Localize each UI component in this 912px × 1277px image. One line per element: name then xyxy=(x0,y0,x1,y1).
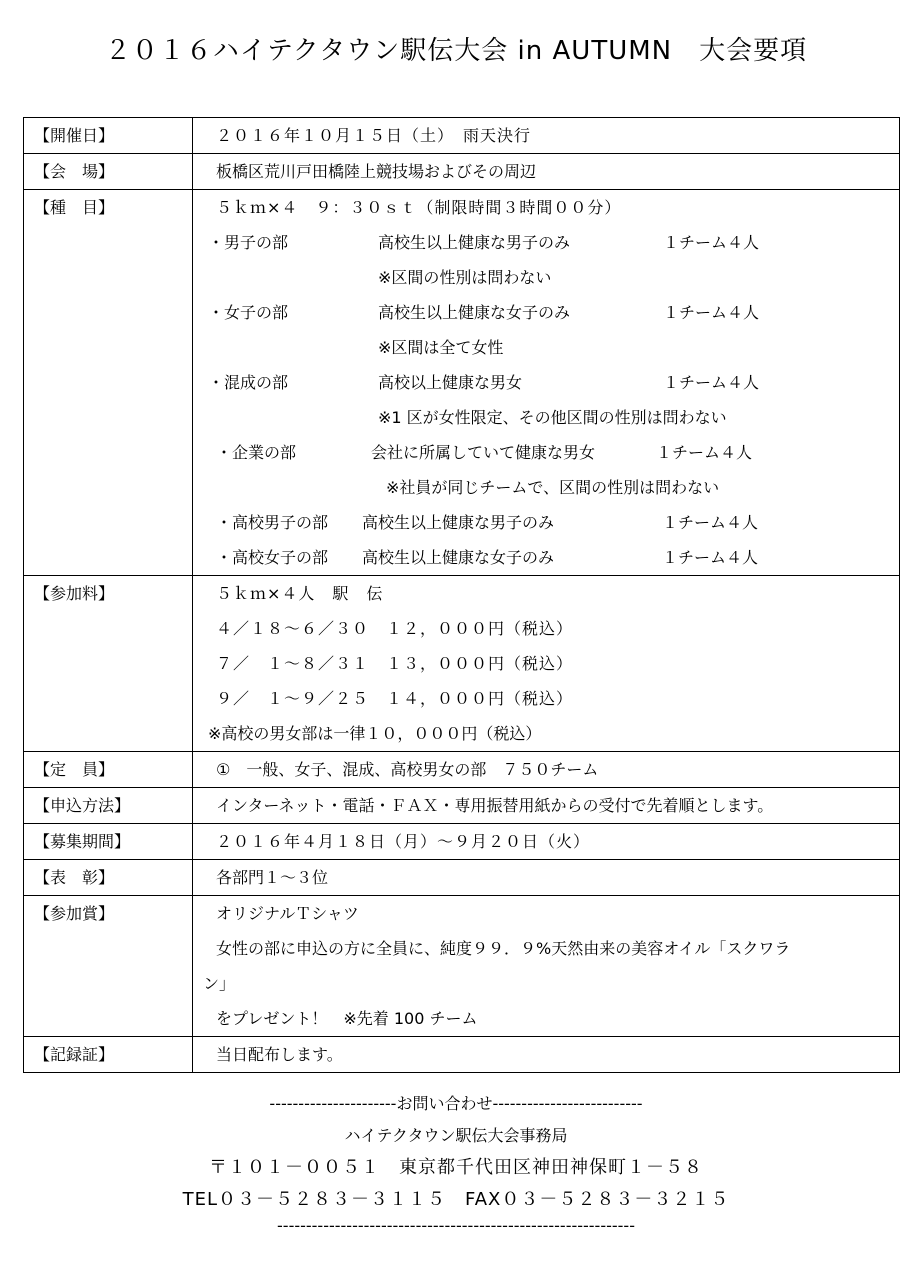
row-record xyxy=(24,1037,900,1073)
value-award: 各部門１～３位 xyxy=(216,868,329,887)
value-date: ２０１６年１０月１５日（土） 雨天決行 xyxy=(216,126,532,145)
division-team: １チーム４人 xyxy=(663,233,760,252)
row-apply xyxy=(24,788,900,824)
label-capacity: 【定 員】 xyxy=(34,760,115,779)
division-eligibility: 高校生以上健康な女子のみ xyxy=(378,303,571,322)
fee-line: ９／ １～９／２５ １４，０００円（税込） xyxy=(216,689,574,708)
row-period xyxy=(24,824,900,860)
label-gift: 【参加賞】 xyxy=(34,904,115,923)
value-record: 当日配布します。 xyxy=(216,1045,343,1064)
row-gift xyxy=(24,896,900,1037)
row-fee xyxy=(24,576,900,752)
division-team: １チーム４人 xyxy=(662,548,759,567)
label-award: 【表 彰】 xyxy=(34,868,115,887)
row-events xyxy=(24,190,900,576)
division-eligibility: 高校生以上健康な男子のみ xyxy=(362,513,555,532)
contact-address: 〒１０１－００５１ 東京都千代田区神田神保町１－５８ xyxy=(209,1157,703,1178)
fee-note: ※高校の男女部は一律１０，０００円（税込） xyxy=(208,724,542,743)
division-hs-boys xyxy=(208,505,899,540)
division-eligibility: 会社に所属していて健康な男女 xyxy=(371,443,596,462)
division-name: ・企業の部 xyxy=(216,443,297,462)
value-venue: 板橋区荒川戸田橋陸上競技場およびその周辺 xyxy=(216,162,537,181)
gift-line: 女性の部に申込の方に全員に、純度９９．９%天然由来の美容オイル「スクワラ xyxy=(216,939,791,958)
contact-divider: -------------------------------------------------------------- xyxy=(277,1216,635,1235)
division-eligibility: 高校以上健康な男女 xyxy=(378,373,523,392)
division-eligibility: 高校生以上健康な女子のみ xyxy=(362,548,555,567)
fee-line: ７／ １～８／３１ １３，０００円（税込） xyxy=(216,654,574,673)
division-name: ・混成の部 xyxy=(208,373,289,392)
row-capacity xyxy=(24,752,900,788)
division-note: ※区間は全て女性 xyxy=(378,338,504,357)
gift-line: ン」 xyxy=(203,974,236,993)
division-men xyxy=(208,225,899,260)
division-name: ・女子の部 xyxy=(208,303,289,322)
label-period: 【募集期間】 xyxy=(34,832,131,851)
label-venue: 【会 場】 xyxy=(34,162,115,181)
division-mixed xyxy=(208,365,899,400)
division-note: ※1 区が女性限定、その他区間の性別は問わない xyxy=(378,408,727,427)
info-table xyxy=(23,117,900,1073)
gift-line: オリジナルＴシャツ xyxy=(216,904,359,923)
division-note: ※社員が同じチームで、区間の性別は問わない xyxy=(386,478,720,497)
division-team: １チーム４人 xyxy=(662,513,759,532)
division-name: ・高校女子の部 xyxy=(216,548,329,567)
contact-org: ハイテクタウン駅伝大会事務局 xyxy=(344,1126,568,1145)
events-headline: ５ｋｍ×４ ９：３０ｓｔ（制限時間３時間００分） xyxy=(216,198,622,217)
division-team: １チーム４人 xyxy=(656,443,753,462)
contact-phone: TEL０３－５２８３－３１１５ FAX０３－５２８３－３２１５ xyxy=(182,1189,730,1210)
contact-block xyxy=(0,1088,912,1236)
division-eligibility: 高校生以上健康な男子のみ xyxy=(378,233,571,252)
label-fee: 【参加料】 xyxy=(34,584,115,603)
label-apply: 【申込方法】 xyxy=(34,796,131,815)
division-hs-girls xyxy=(208,540,899,575)
division-name: ・高校男子の部 xyxy=(216,513,329,532)
division-team: １チーム４人 xyxy=(663,303,760,322)
division-team: １チーム４人 xyxy=(663,373,760,392)
division-name: ・男子の部 xyxy=(208,233,289,252)
label-date: 【開催日】 xyxy=(34,126,115,145)
row-award xyxy=(24,860,900,896)
division-corporate xyxy=(208,435,899,470)
label-record: 【記録証】 xyxy=(34,1045,115,1064)
division-women xyxy=(208,295,899,330)
row-date xyxy=(24,118,900,154)
value-period: ２０１６年４月１８日（月）～９月２０日（火） xyxy=(216,832,591,851)
contact-heading: ----------------------お問い合わせ-------------------------- xyxy=(269,1094,643,1113)
value-capacity: ① 一般、女子、混成、高校男女の部 ７５０チーム xyxy=(216,760,599,779)
value-apply: インターネット・電話・ＦＡＸ・専用振替用紙からの受付で先着順とします。 xyxy=(216,796,774,815)
row-venue xyxy=(24,154,900,190)
label-events: 【種 目】 xyxy=(34,198,115,217)
fee-line: ５ｋｍ×４人 駅 伝 xyxy=(216,584,384,603)
division-note: ※区間の性別は問わない xyxy=(378,268,552,287)
fee-line: ４／１８～６／３０ １２，０００円（税込） xyxy=(216,619,574,638)
gift-line: をプレゼント！ ※先着 100 チーム xyxy=(216,1009,478,1028)
page-title: ２０１６ハイテクタウン駅伝大会 in AUTUMN 大会要項 xyxy=(104,36,808,66)
